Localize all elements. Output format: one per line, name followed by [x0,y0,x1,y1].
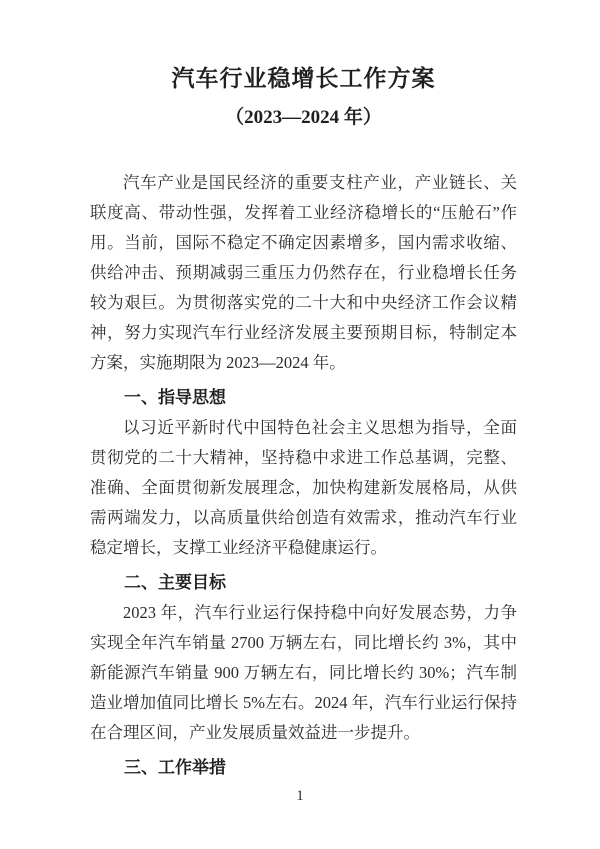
document-content [90,168,517,783]
section-heading-work-measures: 三、工作举措 [124,758,226,777]
section-heading-guiding-ideology: 一、指导思想 [124,388,226,407]
section-heading-main-goals: 二、主要目标 [124,573,226,592]
document-subtitle: （2023—2024 年） [225,107,382,128]
page-number: 1 [296,788,304,804]
intro-paragraph: 汽车产业是国民经济的重要支柱产业，产业链长、关联度高、带动性强，发挥着工业经济稳增长的“压舱石”作用。当前，国际不稳定不确定因素增多，国内需求收缩、供给冲击、预期减弱三重压力仍然存在，行业稳增长任务较为艰巨。为贯彻落实党的二十大和中央经济工作会议精神，努力实现汽车行业经济发展主要预期目标，特制定本方案，实施期限为 2023—2024 年。 [90,173,517,372]
section-paragraph-guiding-ideology: 以习近平新时代中国特色社会主义思想为指导，全面贯彻党的二十大精神，坚持稳中求进工作总基调，完整、准确、全面贯彻新发展理念，加快构建新发展格局，从供需两端发力，以高质量供给创造有效需求，推动汽车行业稳定增长，支撑工业经济平稳健康运行。 [90,418,517,557]
document-title: 汽车行业稳增长工作方案 [171,66,436,91]
section-paragraph-main-goals: 2023 年，汽车行业运行保持稳中向好发展态势，力争实现全年汽车销量 2700 万辆左右，同比增长约 3%，其中新能源汽车销量 900 万辆左右，同比增长约 30%；汽车制造业增加值同比增长 5%左右。2024 年，汽车行业运行保持在合理区间，产业发展质量效益进一步提升。 [90,603,517,742]
